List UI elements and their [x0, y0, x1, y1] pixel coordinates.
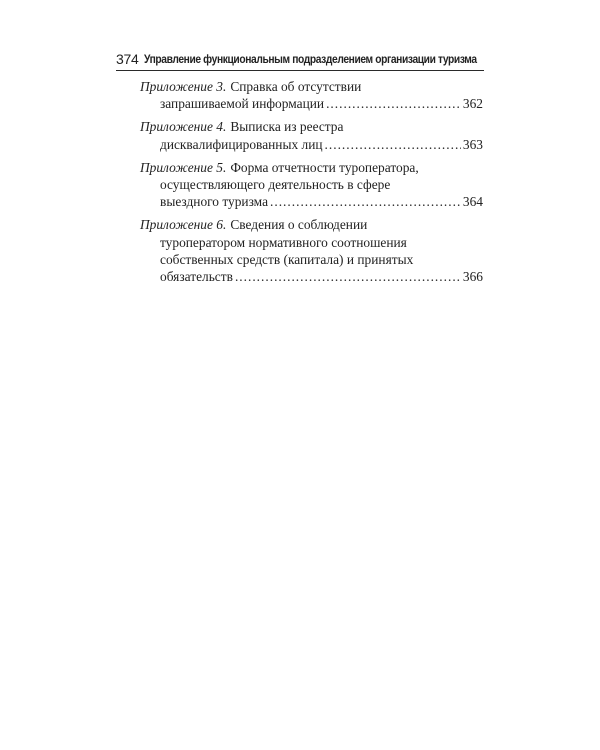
dot-leader	[270, 193, 461, 210]
page-number: 374	[116, 51, 139, 67]
table-of-contents	[140, 78, 483, 291]
toc-entry-appendix-6[interactable]	[140, 216, 483, 285]
toc-entry-appendix-4[interactable]	[140, 118, 483, 152]
entry-title-line: дисквалифицированных лиц	[160, 136, 323, 152]
entry-page-number: 364	[462, 194, 483, 210]
entry-title-line: собственных средств (капитала) и принятых	[160, 251, 414, 267]
appendix-label: Приложение 6.	[140, 217, 227, 233]
entry-title-line: осуществляющего деятельность в сфере	[160, 177, 391, 193]
running-header	[116, 48, 484, 71]
dot-leader	[325, 136, 461, 153]
entry-page-number: 362	[462, 96, 483, 112]
entry-title-line: Выписка из реестра	[230, 119, 344, 135]
entry-page-number: 366	[462, 269, 483, 285]
entry-title-line: Справка об отсутствии	[230, 79, 362, 94]
toc-entry-appendix-5[interactable]	[140, 159, 483, 211]
appendix-label: Приложение 4.	[140, 119, 227, 135]
entry-title-line: Форма отчетности туроператора,	[230, 159, 419, 175]
appendix-label: Приложение 5.	[140, 159, 227, 175]
entry-title-line: Сведения о соблюдении	[230, 217, 368, 233]
running-title: Управление функциональным подразделением организации туризма	[144, 52, 478, 66]
dot-leader	[235, 268, 461, 285]
entry-title-line: запрашиваемой информации	[160, 96, 325, 112]
entry-title-line: обязательств	[160, 269, 233, 285]
entry-title-line: выездного туризма	[160, 194, 269, 210]
toc-entry-appendix-3[interactable]	[140, 78, 483, 112]
dot-leader	[326, 95, 461, 112]
entry-title-line: туроператором нормативного соотношения	[160, 234, 407, 250]
appendix-label: Приложение 3.	[140, 79, 227, 94]
entry-page-number: 363	[462, 136, 483, 152]
